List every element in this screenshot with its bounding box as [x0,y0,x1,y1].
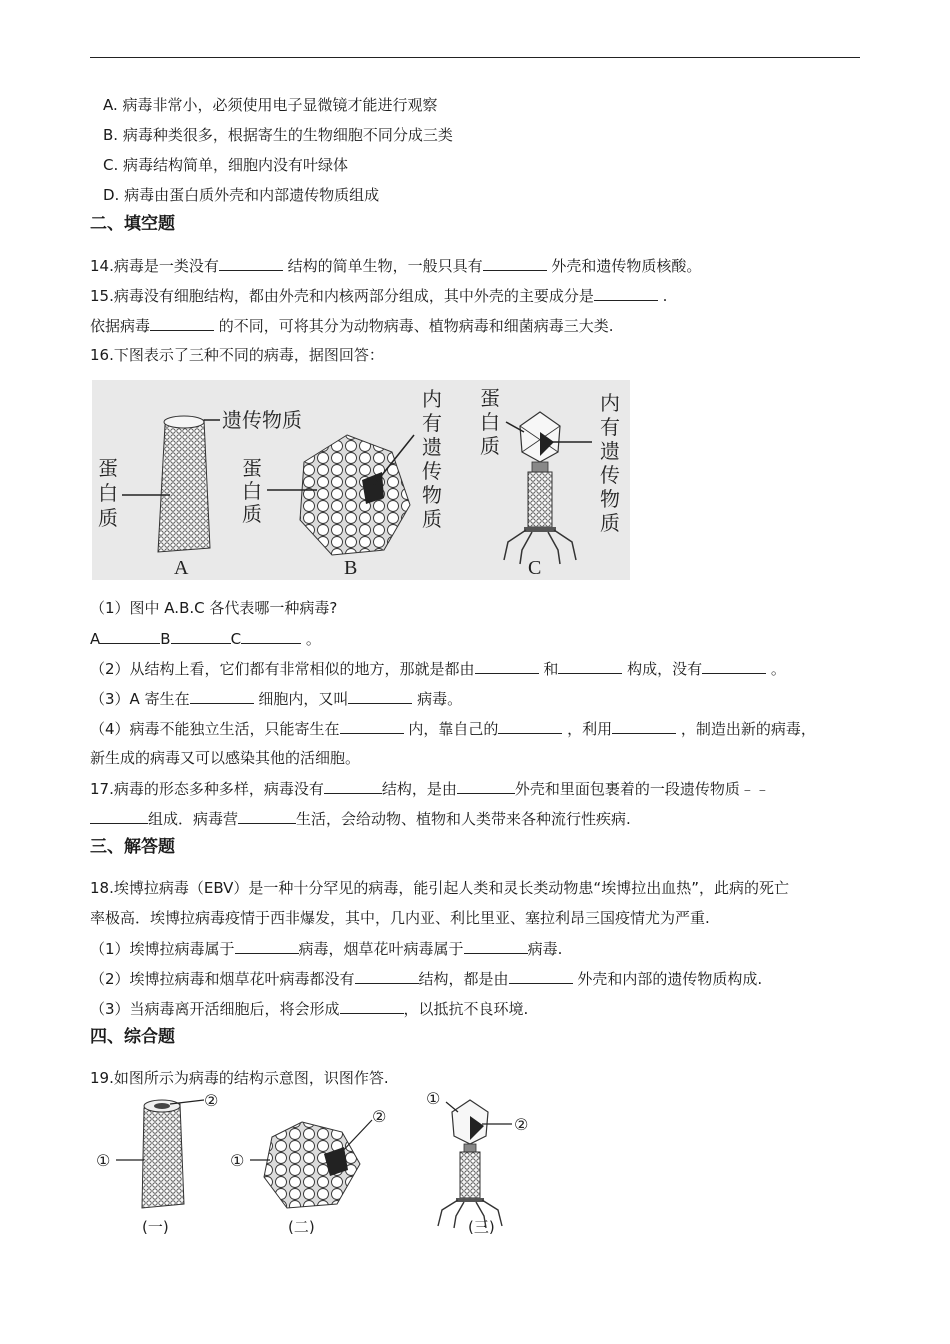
blank [324,778,382,794]
text: 病毒，烟草花叶病毒属于 [298,940,464,958]
char: 传 [600,463,620,487]
caption-1: (一) [142,1218,169,1236]
text: （4）病毒不能独立生活，只能寄生在 [90,720,340,738]
text: 结构，都是由 [418,970,509,988]
char: 蛋 [242,456,262,480]
text: 。 [766,660,786,678]
header-rule [90,57,860,58]
text: 外壳和内部的遗传物质构成. [572,970,763,988]
blank [509,968,573,984]
blank [190,688,254,704]
text: （2）从结构上看，它们都有非常相似的地方，那就是都由 [90,660,475,678]
option-b: B. 病毒种类很多，根据寄生的生物细胞不同分成三类 [103,126,453,144]
char: 遗 [600,439,620,463]
virus-types-figure [92,380,630,580]
option-d: D. 病毒由蛋白质外壳和内部遗传物质组成 [103,186,380,204]
caption-2: (二) [288,1218,315,1236]
char: 有 [422,411,442,435]
text: 17.病毒的形态多种多样，病毒没有 [90,780,324,798]
char: 质 [98,506,118,530]
text: 生活，会给动物、植物和人类带来各种流行性疾病. [296,810,631,828]
marker-1-rod: ① [96,1151,111,1170]
blank [340,718,404,734]
caption-3: (三) [468,1218,495,1236]
text: （1）埃博拉病毒属于 [90,940,235,958]
char: 内 [600,391,620,415]
structure-polyhedron [264,1122,360,1208]
virus-structure-figure [92,1092,552,1242]
char: 蛋 [480,386,500,410]
virus-a-rod [158,416,210,552]
blank [235,938,299,954]
section-answer-heading: 三、解答题 [90,837,175,857]
marker-1-polyhedron: ① [230,1151,245,1170]
question-16-sub-1: （1）图中 A.B.C 各代表哪一种病毒? [90,599,338,617]
q15-text-2: . [657,287,668,305]
option-c: C. 病毒结构简单，细胞内没有叶绿体 [103,156,349,174]
question-16-sub-4-cont: 新生成的病毒又可以感染其他的活细胞。 [90,749,361,767]
question-16-stem: 16.下图表示了三种不同的病毒，据图回答： [90,346,384,364]
marker-2-rod: ② [204,1092,219,1110]
text: 构成，没有 [622,660,703,678]
blank [171,628,231,644]
question-16-sub-1-answers [90,628,321,649]
char: 质 [600,511,620,535]
question-18-sub-2 [90,968,762,989]
section-fill-heading: 二、填空题 [90,214,175,234]
char: 物 [600,487,620,511]
question-18-line-2: 率极高．埃博拉病毒疫情于西非爆发，其中，几内亚、利比里亚、塞拉利昂三国疫情尤为严重. [90,909,710,927]
text: ，利用 [562,720,613,738]
label-b: B [160,630,171,648]
text: ，制造出新的病毒， [676,720,816,738]
question-14 [90,255,701,276]
blank [594,285,658,301]
blank [475,658,539,674]
question-16-sub-3 [90,688,462,709]
question-16-sub-2 [90,658,786,679]
question-15-line-2 [90,315,614,336]
question-18-sub-3 [90,998,528,1019]
label-genetic-material: 遗传物质 [222,408,302,432]
char: 白 [480,410,500,434]
pointer-line [446,1102,458,1112]
char: 质 [422,507,442,531]
q14-text-3: 外壳和遗传物质核酸。 [546,257,702,275]
char: 白 [242,479,262,503]
blank [702,658,766,674]
blank [348,688,412,704]
char: 蛋 [98,456,118,480]
option-a: A. 病毒非常小，必须使用电子显微镜才能进行观察 [103,96,438,114]
text: 病毒。 [412,690,463,708]
blank [219,255,283,271]
text: 外壳和里面包裹着的一段遗传物质﹣﹣ [514,780,770,798]
text: 组成．病毒营 [148,810,239,828]
caption-b: B [344,557,358,579]
q15-text-4: 的不同，可将其分为动物病毒、植物病毒和细菌病毒三大类. [214,317,614,335]
label-a: A [90,630,101,648]
blank [612,718,676,734]
char: 白 [98,481,118,505]
text: ，以抵抗不良环境. [403,1000,529,1018]
marker-1-phage: ① [426,1092,441,1108]
text: （3）当病毒离开活细胞后，将会形成 [90,1000,340,1018]
blank [483,255,547,271]
question-18-sub-1 [90,938,562,959]
section-comprehensive-heading: 四、综合题 [90,1027,175,1047]
question-17-line-1 [90,778,770,799]
text: 和 [538,660,559,678]
text: （3）A 寄生在 [90,690,190,708]
blank [238,808,296,824]
q14-text-1: 14.病毒是一类没有 [90,257,219,275]
question-18-line-1: 18.埃博拉病毒（EBV）是一种十分罕见的病毒，能引起人类和灵长类动物患“埃博拉出血热”，此病的死亡 [90,879,789,897]
blank [241,628,301,644]
blank [498,718,562,734]
blank [464,938,528,954]
question-17-line-2 [90,808,631,829]
caption-a: A [174,557,189,579]
blank [558,658,622,674]
blank [457,778,515,794]
q14-text-2: 结构的简单生物，一般只具有 [282,257,483,275]
q15-text-1: 15.病毒没有细胞结构，都由外壳和内核两部分组成，其中外壳的主要成分是 [90,287,594,305]
period: 。 [301,630,321,648]
char: 内 [422,387,442,411]
label-c: C [230,630,242,648]
blank [90,808,148,824]
marker-2-polyhedron: ② [372,1107,387,1126]
structure-rod [142,1100,184,1208]
char: 质 [480,434,500,458]
blank [100,628,160,644]
question-16-sub-4 [90,718,816,739]
structure-phage [438,1100,502,1228]
text: 细胞内，又叫 [253,690,349,708]
caption-c: C [528,557,542,579]
char: 有 [600,415,620,439]
text: 结构，是由 [381,780,457,798]
q15-text-3: 依据病毒 [90,317,151,335]
blank [150,315,214,331]
question-19-stem: 19.如图所示为病毒的结构示意图，识图作答. [90,1069,389,1087]
text: （2）埃博拉病毒和烟草花叶病毒都没有 [90,970,355,988]
blank [340,998,404,1014]
text: 病毒. [527,940,563,958]
char: 质 [242,502,262,526]
question-15-line-1 [90,285,667,306]
blank [355,968,419,984]
char: 物 [422,483,442,507]
marker-2-phage: ② [514,1115,529,1134]
char: 遗 [422,435,442,459]
text: 内，靠自己的 [403,720,499,738]
char: 传 [422,459,442,483]
